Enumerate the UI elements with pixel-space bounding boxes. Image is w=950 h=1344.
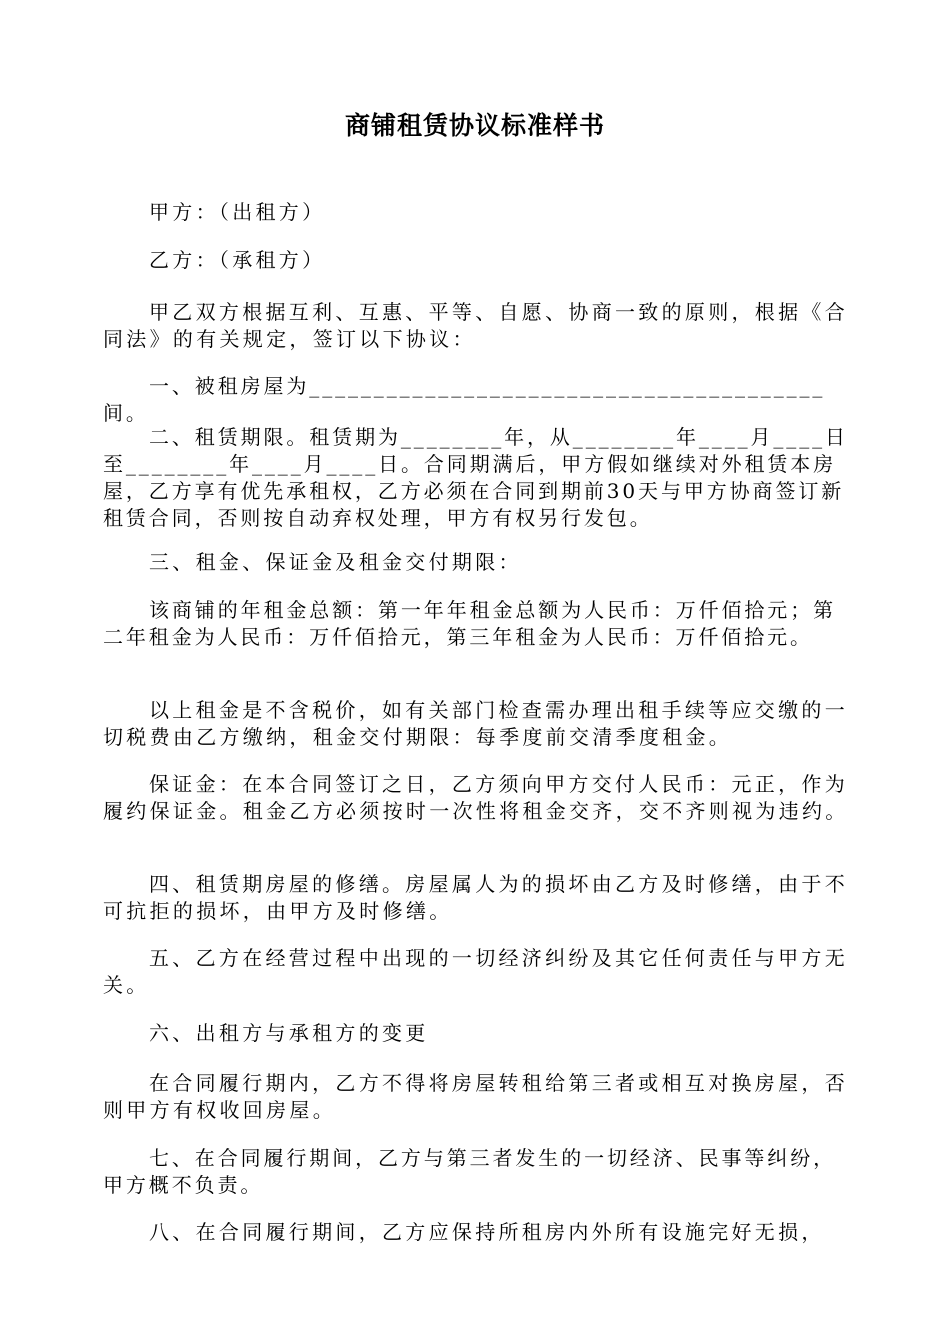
clause-5-paragraph: 五、乙方在经营过程中出现的一切经济纠纷及其它任何责任与甲方无关。 [103,946,848,997]
clause-2-paragraph: 二、租赁期限。租赁期为________年，从________年____月____日至________年____月____日。合同期满后，甲方假如继续对外租赁本房屋，乙方享有优先承租权，乙方必须在合同到期前30天与甲方协商签订新租赁合同，否则按自动弃权处理，甲方有权另行发包。 [103,425,848,530]
tax-note-paragraph: 以上租金是不含税价，如有关部门检查需办理出租手续等应交缴的一切税费由乙方缴纳，租金交付期限：每季度前交清季度租金。 [103,698,848,749]
clause-4-paragraph: 四、租赁期房屋的修缮。房屋属人为的损坏由乙方及时修缮，由于不可抗拒的损坏，由甲方及时修缮。 [103,872,848,923]
clause-3-heading: 三、租金、保证金及租金交付期限： [149,550,522,574]
clause-8-paragraph: 八、在合同履行期间，乙方应保持所租房内外所有设施完好无损， [149,1220,825,1244]
document-title: 商铺租赁协议标准样书 [344,111,605,140]
party-b-line: 乙方：（承租方） [149,248,326,272]
clause-1-paragraph: 一、被租房屋为________________________________________间。 [103,374,826,425]
clause-7-paragraph: 七、在合同履行期间，乙方与第三者发生的一切经济、民事等纠纷，甲方概不负责。 [103,1146,836,1197]
deposit-paragraph: 保证金：在本合同签订之日，乙方须向甲方交付人民币：元正，作为履约保证金。租金乙方必须按时一次性将租金交齐，交不齐则视为违约。 [103,772,849,823]
party-a-line: 甲方：（出租方） [149,200,326,224]
clause-6-heading: 六、出租方与承租方的变更 [149,1021,429,1045]
annual-rent-paragraph: 该商铺的年租金总额：第一年年租金总额为人民币：万仟佰拾元；第二年租金为人民币：万仟佰拾元，第三年租金为人民币：万仟佰拾元。 [103,598,836,649]
preamble-paragraph: 甲乙双方根据互利、互惠、平等、自愿、协商一致的原则，根据《合同法》的有关规定，签订以下协议： [103,300,848,351]
sublease-paragraph: 在合同履行期内，乙方不得将房屋转租给第三者或相互对换房屋，否则甲方有权收回房屋。 [103,1071,848,1122]
